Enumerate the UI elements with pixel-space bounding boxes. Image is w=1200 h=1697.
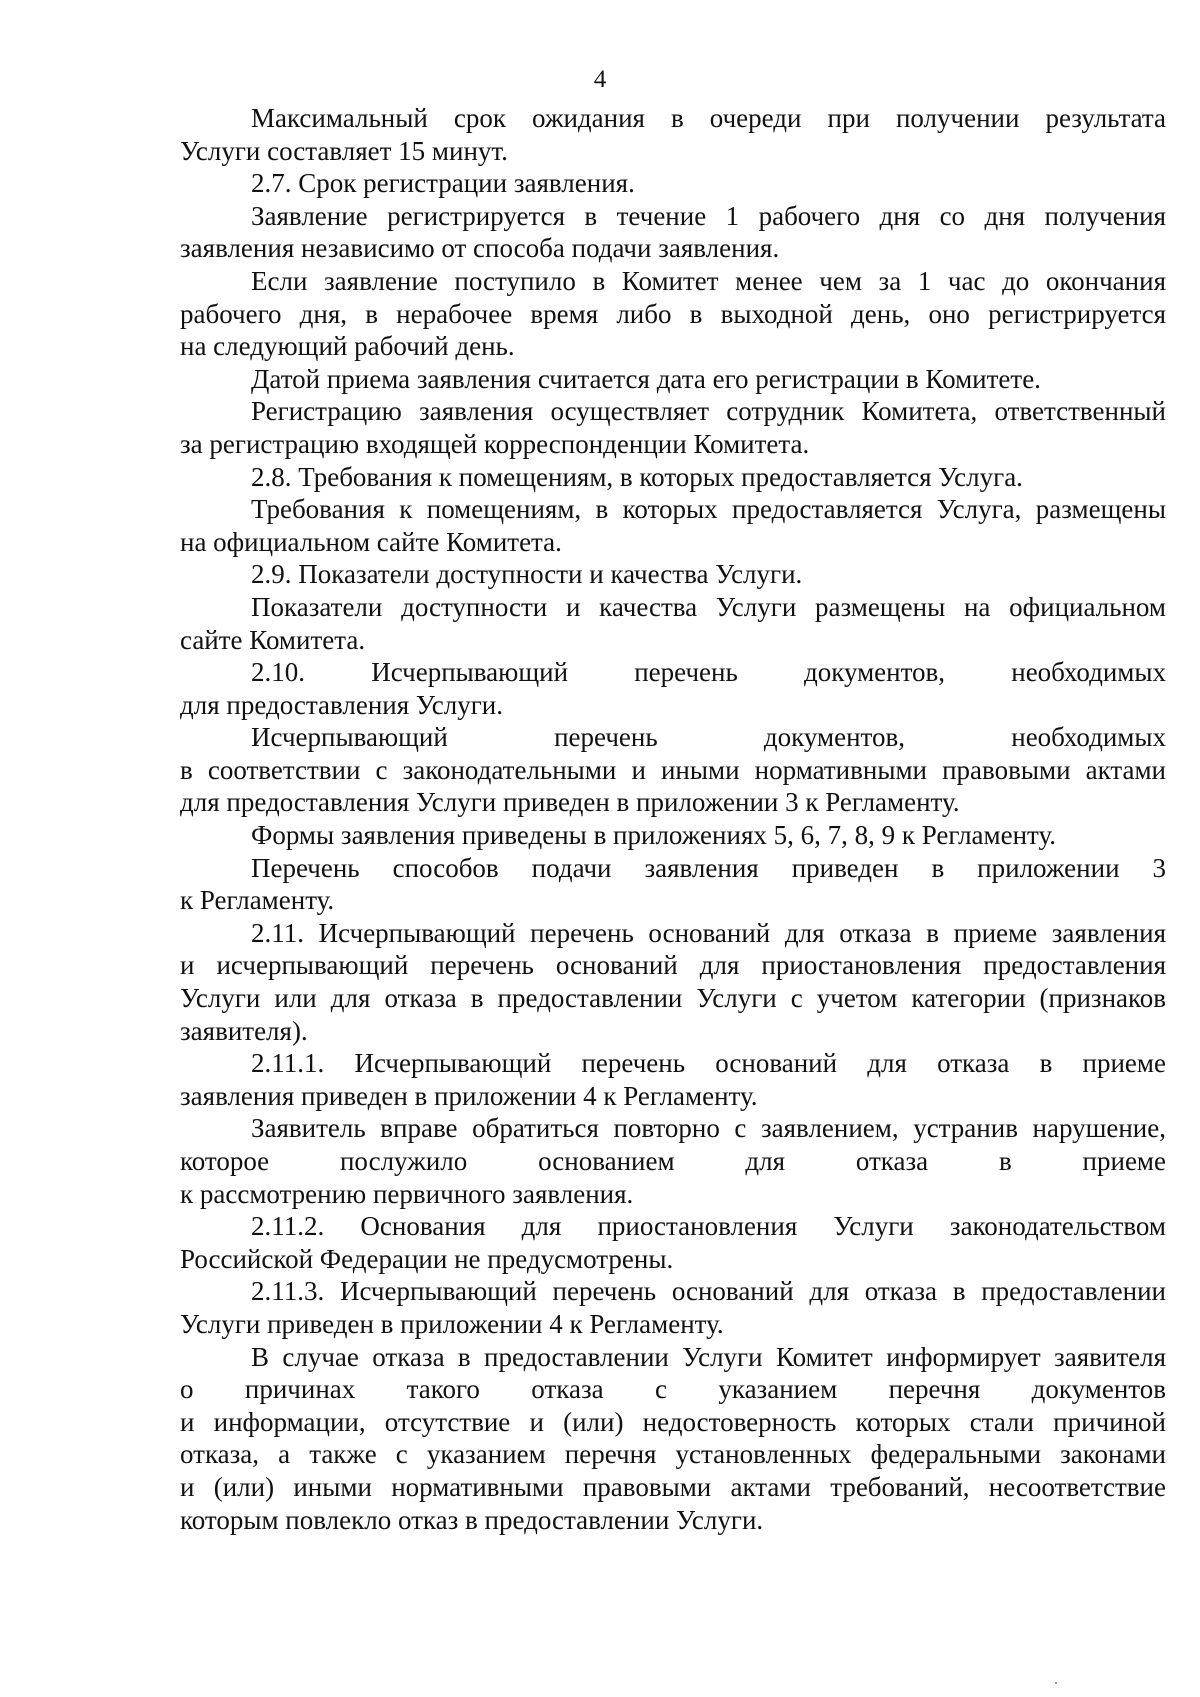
paragraph-line: Российской Федерации не предусмотрены. — [180, 1243, 674, 1274]
paragraph-line: Максимальный срок ожидания в очереди при получении результата — [251, 103, 1166, 133]
paragraph — [180, 558, 1166, 591]
paragraph — [180, 493, 1166, 558]
paragraph-line: которое послужило основанием для отказа в приеме — [180, 1146, 1166, 1176]
paragraph-line: Регистрацию заявления осуществляет сотрудник Комитета, ответственный — [251, 396, 1166, 427]
paragraph-line: 2.11.3. Исчерпывающий перечень оснований для отказа в предоставлении — [251, 1276, 1166, 1307]
paragraph — [180, 200, 1166, 265]
paragraph-line: Датой приема заявления считается дата его регистрации в Комитете. — [251, 363, 1041, 394]
paragraph — [180, 721, 1166, 819]
page-number: 4 — [593, 66, 607, 93]
paragraph-line: Исчерпывающий перечень документов, необходимых — [251, 722, 1166, 753]
paragraph-line: Если заявление поступило в Комитет менее чем за 1 час до окончания — [251, 265, 1166, 296]
document-body — [180, 102, 1166, 1536]
paragraph-line: и информации, отсутствие и (или) недостоверность которых стали причиной — [180, 1406, 1166, 1437]
paragraph-line: о причинах такого отказа с указанием перечня документов — [180, 1374, 1166, 1405]
paragraph-line: и исчерпывающий перечень оснований для приостановления предоставления — [180, 950, 1166, 981]
paragraph-line: к рассмотрению первичного заявления. — [180, 1178, 634, 1209]
paragraph — [180, 1341, 1166, 1537]
paragraph-line: заявления независимо от способа подачи заявления. — [180, 233, 780, 264]
paragraph — [180, 167, 1166, 200]
paragraph-line: для предоставления Услуги. — [180, 689, 503, 720]
paragraph-line: Формы заявления приведены в приложениях 5, 6, 7, 8, 9 к Регламенту. — [251, 820, 1057, 851]
paragraph-line: 2.8. Требования к помещениям, в которых предоставляется Услуга. — [251, 461, 1023, 492]
paragraph-line: Услуги приведен в приложении 4 к Регламенту. — [180, 1308, 724, 1339]
paragraph — [180, 102, 1166, 167]
paragraph-line: отказа, а также с указанием перечня установленных федеральными законами — [180, 1439, 1166, 1470]
paragraph-line: на официальном сайте Комитета. — [180, 526, 562, 557]
paragraph-line: заявителя). — [180, 1015, 308, 1046]
paragraph-line: Услуги или для отказа в предоставлении Услуги с учетом категории (признаков — [180, 983, 1166, 1014]
paragraph — [180, 265, 1166, 363]
paragraph — [180, 591, 1166, 656]
paragraph-line: 2.11.1. Исчерпывающий перечень оснований для отказа в приеме — [251, 1048, 1166, 1079]
paragraph-line: Заявление регистрируется в течение 1 рабочего дня со дня получения — [251, 200, 1166, 231]
paragraph-line: для предоставления Услуги приведен в приложении 3 к Регламенту. — [180, 787, 960, 818]
paragraph-line: 2.9. Показатели доступности и качества Услуги. — [251, 559, 803, 590]
paragraph-line: за регистрацию входящей корреспонденции Комитета. — [180, 428, 810, 459]
paragraph-line: Перечень способов подачи заявления приведен в приложении 3 — [251, 852, 1166, 883]
paragraph — [180, 819, 1166, 852]
paragraph — [180, 395, 1166, 460]
paragraph-line: Показатели доступности и качества Услуги размещены на официальном — [251, 591, 1166, 622]
paragraph-line: которым повлекло отказ в предоставлении Услуги. — [180, 1504, 764, 1535]
scan-speck — [1055, 1682, 1057, 1684]
paragraph — [180, 1275, 1166, 1340]
paragraph — [180, 852, 1166, 917]
paragraph-line: 2.7. Срок регистрации заявления. — [251, 168, 635, 199]
paragraph — [180, 1210, 1166, 1275]
paragraph — [180, 917, 1166, 1047]
paragraph-line: в соответствии с законодательными и иными нормативными правовыми актами — [180, 754, 1166, 785]
paragraph-line: Услуги составляет 15 минут. — [180, 135, 508, 166]
paragraph-line: 2.11. Исчерпывающий перечень оснований для отказа в приеме заявления — [251, 917, 1166, 948]
paragraph — [180, 363, 1166, 396]
paragraph-line: 2.11.2. Основания для приостановления Услуги законодательством — [251, 1211, 1166, 1242]
paragraph-line: В случае отказа в предоставлении Услуги Комитет информирует заявителя — [251, 1341, 1166, 1372]
paragraph-line: рабочего дня, в нерабочее время либо в выходной день, оно регистрируется — [180, 298, 1166, 329]
paragraph-line: Требования к помещениям, в которых предоставляется Услуга, размещены — [251, 494, 1166, 525]
paragraph-line: 2.10. Исчерпывающий перечень документов, необходимых — [251, 657, 1166, 688]
paragraph — [180, 656, 1166, 721]
paragraph-line: заявления приведен в приложении 4 к Регламенту. — [180, 1080, 758, 1111]
paragraph-line: на следующий рабочий день. — [180, 331, 515, 362]
paragraph — [180, 1112, 1166, 1210]
paragraph-line: сайте Комитета. — [180, 624, 366, 655]
paragraph — [180, 461, 1166, 494]
paragraph-line: к Регламенту. — [180, 885, 335, 916]
paragraph-line: Заявитель вправе обратиться повторно с заявлением, устранив нарушение, — [251, 1113, 1166, 1144]
paragraph — [180, 1047, 1166, 1112]
paragraph-line: и (или) иными нормативными правовыми актами требований, несоответствие — [180, 1471, 1166, 1502]
